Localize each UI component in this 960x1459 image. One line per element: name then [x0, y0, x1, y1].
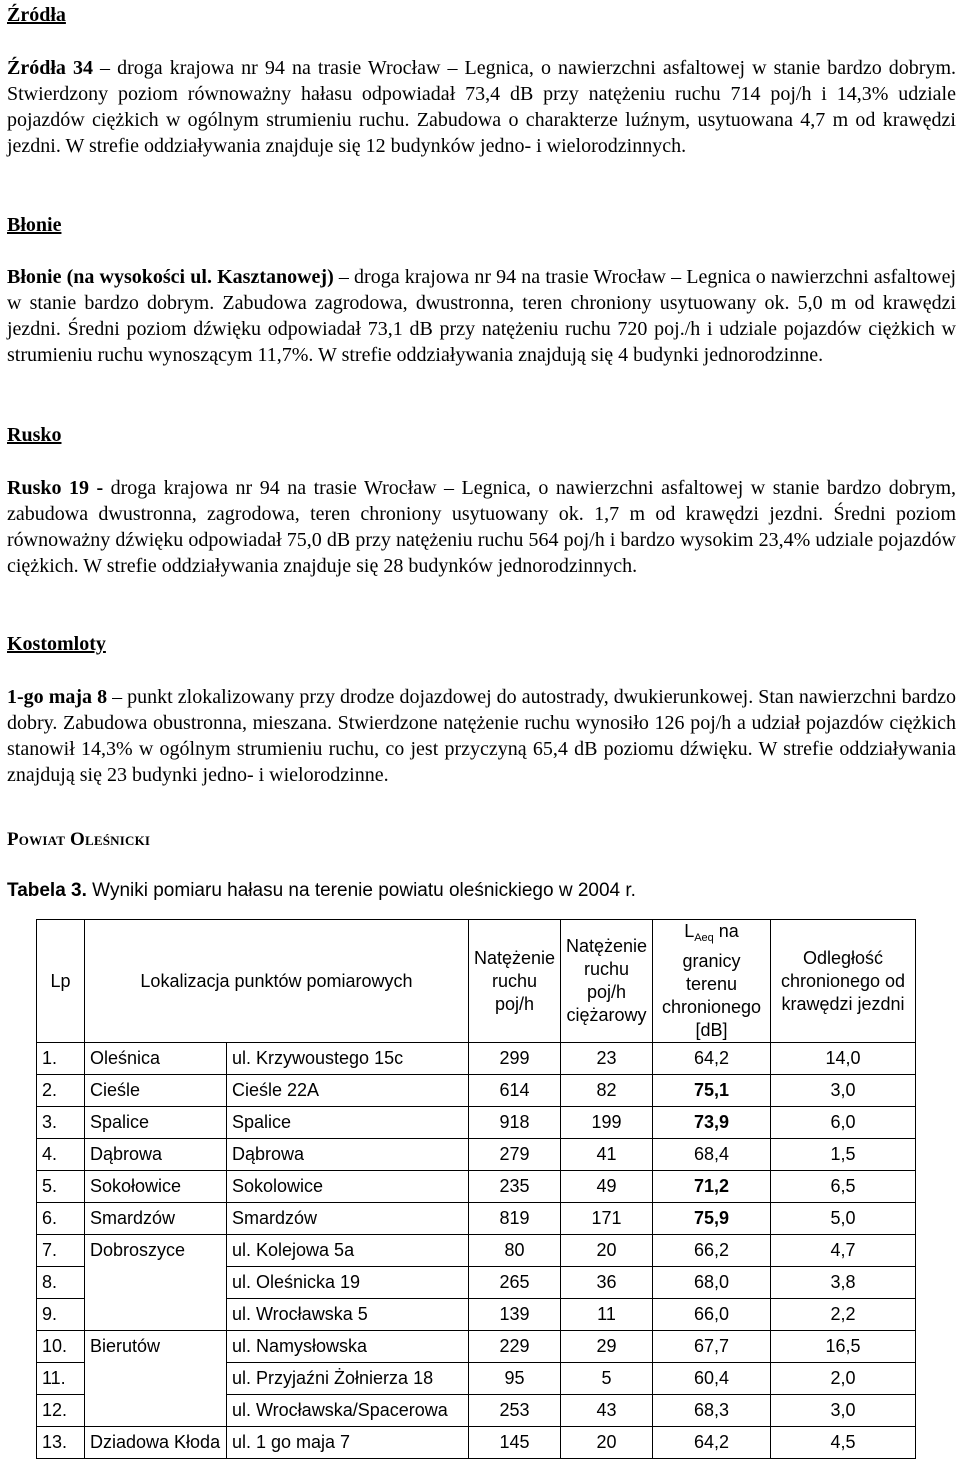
paragraph-rusko — [7, 475, 956, 579]
cell-address: Cieśle 22A — [227, 1075, 469, 1107]
cell-town — [85, 1299, 227, 1331]
table-row — [37, 1107, 916, 1139]
cell-town: Oleśnica — [85, 1043, 227, 1075]
cell-laeq: 68,0 — [653, 1267, 771, 1299]
cell-address: ul. 1 go maja 7 — [227, 1427, 469, 1459]
cell-traffic: 265 — [469, 1267, 561, 1299]
cell-town — [85, 1395, 227, 1427]
cell-distance: 5,0 — [771, 1203, 916, 1235]
cell-distance: 3,8 — [771, 1267, 916, 1299]
cell-address: ul. Wrocławska 5 — [227, 1299, 469, 1331]
cell-laeq: 60,4 — [653, 1363, 771, 1395]
noise-results-table — [36, 919, 916, 1459]
powiat-heading: Powiat Oleśnicki — [7, 829, 151, 850]
cell-lp: 9. — [37, 1299, 85, 1331]
table-row — [37, 1235, 916, 1267]
cell-heavy: 23 — [561, 1043, 653, 1075]
cell-distance: 2,0 — [771, 1363, 916, 1395]
cell-laeq: 68,3 — [653, 1395, 771, 1427]
cell-address: Spalice — [227, 1107, 469, 1139]
cell-laeq: 68,4 — [653, 1139, 771, 1171]
cell-traffic: 614 — [469, 1075, 561, 1107]
table-caption-text: Wyniki pomiaru hałasu na terenie powiatu oleśnickiego w 2004 r. — [86, 880, 636, 901]
cell-laeq: 75,1 — [653, 1075, 771, 1107]
cell-heavy: 29 — [561, 1331, 653, 1363]
section-heading-zrodla: Źródła — [7, 4, 66, 26]
cell-lp: 4. — [37, 1139, 85, 1171]
cell-town — [85, 1363, 227, 1395]
cell-lp: 11. — [37, 1363, 85, 1395]
cell-address: Dąbrowa — [227, 1139, 469, 1171]
cell-address: ul. Przyjaźni Żołnierza 18 — [227, 1363, 469, 1395]
table-row — [37, 1363, 916, 1395]
table-row — [37, 1203, 916, 1235]
paragraph-body: – punkt zlokalizowany przy drodze dojazdowej do autostrady, dwukierunkowej. Stan nawierzchni bardzo dobry. Zabudowa obustronna, mieszana. Stwierdzone natężenie ruchu wynosiło 126 poj/h a udział pojazdów ciężkich stanowił 14,3% w ogólnym strumieniu ruchu, co jest przyczyną 65,4 dB poziomu dźwięku. W strefie oddziaływania znajdują się 23 budynki jedno- i wielorodzinne. — [7, 686, 957, 786]
cell-heavy: 20 — [561, 1235, 653, 1267]
table-row — [37, 1043, 916, 1075]
cell-heavy: 41 — [561, 1139, 653, 1171]
cell-address: ul. Kolejowa 5a — [227, 1235, 469, 1267]
section-heading-blonie: Błonie — [7, 214, 62, 236]
cell-address: Smardzów — [227, 1203, 469, 1235]
cell-traffic: 819 — [469, 1203, 561, 1235]
cell-heavy: 5 — [561, 1363, 653, 1395]
table-row — [37, 1395, 916, 1427]
cell-traffic: 95 — [469, 1363, 561, 1395]
cell-town: Smardzów — [85, 1203, 227, 1235]
header-location: Lokalizacja punktów pomiarowych — [85, 920, 469, 1043]
cell-address: ul. Krzywoustego 15c — [227, 1043, 469, 1075]
cell-heavy: 199 — [561, 1107, 653, 1139]
paragraph-body: droga krajowa nr 94 na trasie Wrocław – Legnica, o nawierzchni asfaltowej w stanie bardzo dobrym, zabudowa dwustronna, zagrodowa, teren chroniony usytuowany ok. 1,7 m od krawędzi jezdni. Średni poziom równoważny dźwięku odpowiadał 75,0 dB przy natężeniu ruchu 564 poj/h i bardzo wysokim 23,4% udziale pojazdów ciężkich. W strefie oddziaływania znajduje się 28 budynków jednorodzinnych. — [7, 477, 956, 577]
cell-traffic: 253 — [469, 1395, 561, 1427]
cell-distance: 16,5 — [771, 1331, 916, 1363]
paragraph-lead: Błonie (na wysokości ul. Kasztanowej) — [7, 266, 334, 288]
paragraph-lead: 1-go maja 8 — [7, 686, 108, 708]
cell-distance: 3,0 — [771, 1395, 916, 1427]
paragraph-lead: Źródła 34 — [7, 57, 93, 79]
cell-traffic: 229 — [469, 1331, 561, 1363]
cell-distance: 4,5 — [771, 1427, 916, 1459]
paragraph-zrodla — [7, 55, 956, 159]
table-row — [37, 1427, 916, 1459]
cell-distance: 2,2 — [771, 1299, 916, 1331]
cell-lp: 7. — [37, 1235, 85, 1267]
paragraph-body: – droga krajowa nr 94 na trasie Wrocław – Legnica o nawierzchni asfaltowej w stanie bardzo dobrym. Zabudowa zagrodowa, dwustronna, teren chroniony usytuowany ok. 5,0 m od krawędzi jezdni. Średni poziom dźwięku odpowiadał 73,1 dB przy natężeniu ruchu 720 poj./h i udziale pojazdów ciężkich w strumieniu ruchu wynoszącym 11,7%. W strefie oddziaływania znajdują się 4 budynki jednorodzinne. — [7, 266, 957, 366]
cell-traffic: 299 — [469, 1043, 561, 1075]
section-heading-kostomloty: Kostomloty — [7, 633, 106, 655]
cell-traffic: 918 — [469, 1107, 561, 1139]
cell-heavy: 82 — [561, 1075, 653, 1107]
cell-distance: 1,5 — [771, 1139, 916, 1171]
table-row — [37, 1299, 916, 1331]
cell-address: ul. Wrocławska/Spacerowa — [227, 1395, 469, 1427]
section-heading-rusko: Rusko — [7, 424, 62, 446]
cell-traffic: 279 — [469, 1139, 561, 1171]
cell-town: Cieśle — [85, 1075, 227, 1107]
cell-town: Spalice — [85, 1107, 227, 1139]
cell-laeq: 64,2 — [653, 1427, 771, 1459]
table-row — [37, 1331, 916, 1363]
header-laeq-subscript: Aeq — [694, 932, 714, 944]
cell-distance: 6,5 — [771, 1171, 916, 1203]
cell-traffic: 235 — [469, 1171, 561, 1203]
cell-distance: 4,7 — [771, 1235, 916, 1267]
paragraph-blonie — [7, 264, 956, 368]
cell-distance: 3,0 — [771, 1075, 916, 1107]
cell-address: Sokolowice — [227, 1171, 469, 1203]
cell-town: Bierutów — [85, 1331, 227, 1363]
header-traffic: Natężenie ruchu poj/h — [469, 920, 561, 1043]
cell-laeq: 71,2 — [653, 1171, 771, 1203]
cell-laeq: 66,0 — [653, 1299, 771, 1331]
cell-heavy: 20 — [561, 1427, 653, 1459]
header-laeq — [653, 920, 771, 1043]
cell-laeq: 67,7 — [653, 1331, 771, 1363]
table-row — [37, 1267, 916, 1299]
cell-lp: 5. — [37, 1171, 85, 1203]
cell-lp: 1. — [37, 1043, 85, 1075]
header-heavy: Natężenie ruchu poj/h ciężarowy — [561, 920, 653, 1043]
header-laeq-text: na granicy terenu chronionego [dB] — [661, 921, 762, 1040]
cell-lp: 2. — [37, 1075, 85, 1107]
cell-town: Dąbrowa — [85, 1139, 227, 1171]
cell-address: ul. Oleśnicka 19 — [227, 1267, 469, 1299]
cell-traffic: 145 — [469, 1427, 561, 1459]
cell-lp: 10. — [37, 1331, 85, 1363]
cell-heavy: 11 — [561, 1299, 653, 1331]
cell-laeq: 75,9 — [653, 1203, 771, 1235]
header-laeq-symbol: L — [684, 921, 695, 941]
cell-lp: 6. — [37, 1203, 85, 1235]
cell-distance: 14,0 — [771, 1043, 916, 1075]
cell-traffic: 80 — [469, 1235, 561, 1267]
cell-laeq: 64,2 — [653, 1043, 771, 1075]
table-caption-label: Tabela 3. — [7, 880, 87, 901]
cell-town: Sokołowice — [85, 1171, 227, 1203]
table-body — [37, 1043, 916, 1459]
cell-address: ul. Namysłowska — [227, 1331, 469, 1363]
cell-town: Dziadowa Kłoda — [85, 1427, 227, 1459]
cell-distance: 6,0 — [771, 1107, 916, 1139]
paragraph-kostomloty — [7, 684, 956, 788]
cell-lp: 3. — [37, 1107, 85, 1139]
cell-lp: 12. — [37, 1395, 85, 1427]
table-row — [37, 1171, 916, 1203]
cell-lp: 13. — [37, 1427, 85, 1459]
cell-heavy: 171 — [561, 1203, 653, 1235]
cell-lp: 8. — [37, 1267, 85, 1299]
table-row — [37, 1075, 916, 1107]
cell-town: Dobroszyce — [85, 1235, 227, 1267]
cell-traffic: 139 — [469, 1299, 561, 1331]
header-lp: Lp — [37, 920, 85, 1043]
table-header-row — [37, 920, 916, 1043]
header-distance: Odległość chronionego od krawędzi jezdni — [771, 920, 916, 1043]
cell-heavy: 49 — [561, 1171, 653, 1203]
cell-laeq: 73,9 — [653, 1107, 771, 1139]
paragraph-lead: Rusko 19 - — [7, 477, 104, 499]
cell-heavy: 36 — [561, 1267, 653, 1299]
cell-town — [85, 1267, 227, 1299]
table-caption — [7, 880, 636, 902]
cell-heavy: 43 — [561, 1395, 653, 1427]
cell-laeq: 66,2 — [653, 1235, 771, 1267]
paragraph-body: – droga krajowa nr 94 na trasie Wrocław – Legnica, o nawierzchni asfaltowej w stanie bardzo dobrym. Stwierdzony poziom równoważny hałasu odpowiadał 73,4 dB przy natężeniu ruchu 714 poj/h i 14,3% udziale pojazdów ciężkich w ogólnym strumieniu ruchu. Zabudowa o charakterze luźnym, usytuowana 4,7 m od krawędzi jezdni. W strefie oddziaływania znajduje się 12 budynków jedno- i wielorodzinnych. — [7, 57, 956, 157]
table-row — [37, 1139, 916, 1171]
